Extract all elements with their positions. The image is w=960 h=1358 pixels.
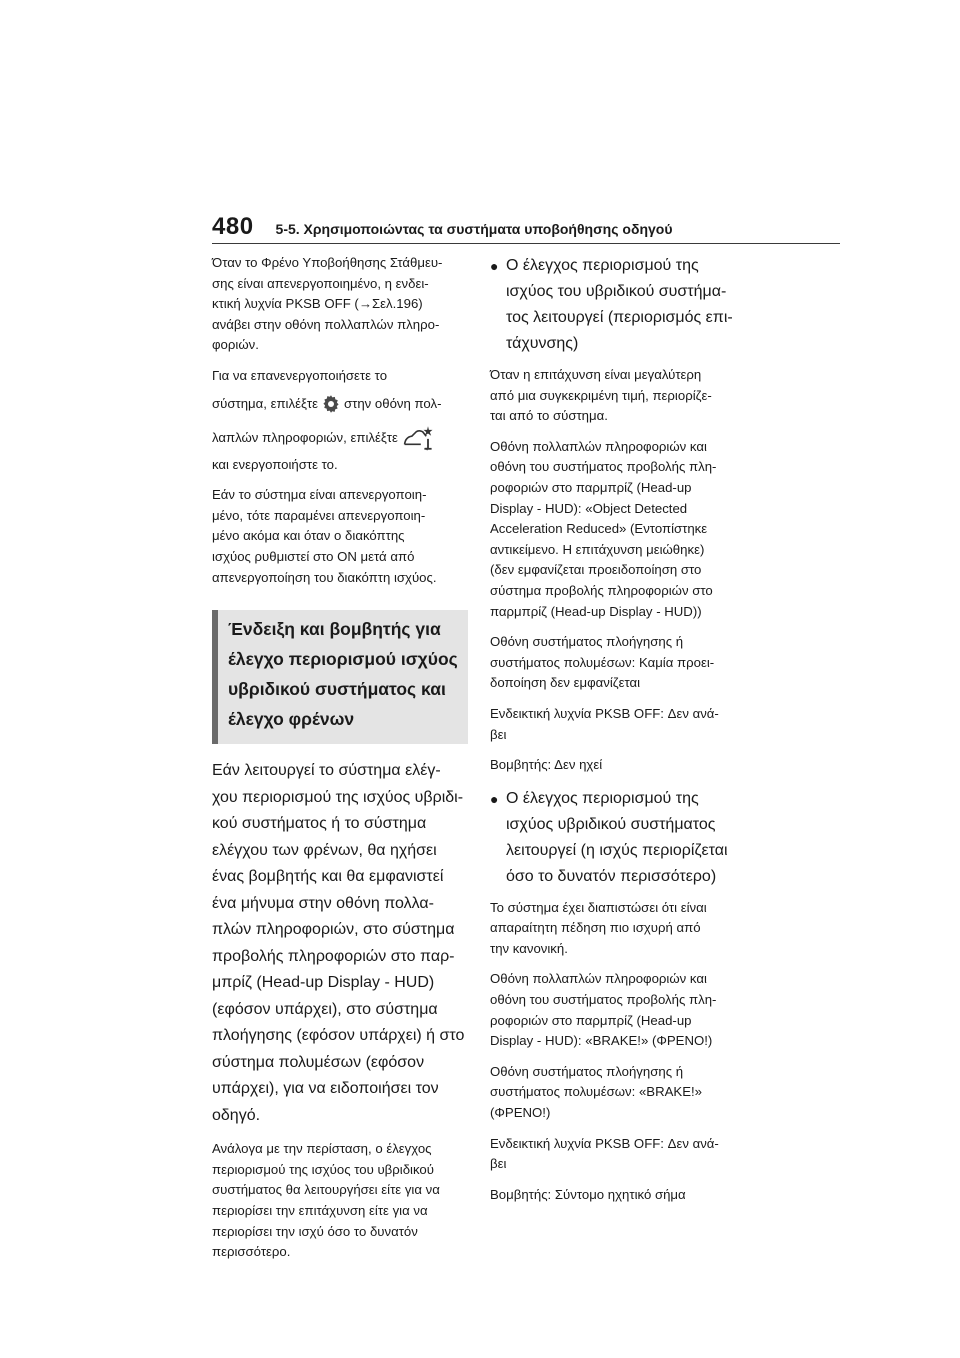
reactivate-text-select: λαπλών πληροφοριών, επιλέξτε: [212, 429, 398, 445]
paragraph-buzzer-message: Εάν λειτουργεί το σύστημα ελέγ- χου περιορισμού της ισχύος υβριδι- κού συστήματος ή το σύστημα ελέγχου των φρένων, θα ηχήσει ένας βομβητής και θα εμφανιστεί ένα μήνυμα στην οθόνη πολλα- πλών πληροφοριών, στο σύστημα προβολής πληροφοριών στο παρ- μπρίζ (Head-up Display - HUD) (εφόσον υπάρχει), στο σύστημα πλοήγησης (εφόσον υπάρχει) ή στο σύστημα πολυμέσων (εφόσον υπάρχει), για να ειδοποιήσει τον οδηγό.: [212, 762, 465, 1124]
bullet-power-limit: [490, 786, 752, 890]
bullet-heading: Ο έλεγχος περιορισμού της ισχύος υβριδικού συστήματος λειτουργεί (η ισχύς περιορίζεται όσο το δυνατόν περισσότερο): [506, 789, 728, 885]
header-rule: [212, 243, 840, 244]
car-sensor-icon: [401, 421, 437, 455]
reactivate-line-3: [212, 421, 468, 455]
paragraph-strong-braking: Το σύστημα έχει διαπιστώσει ότι είναι απαραίτητη πέδηση πιο ισχυρή από την κανονική.: [490, 899, 707, 956]
bullet-dot: ●: [490, 258, 499, 274]
reactivate-line-1: Για να επανενεργοποιήσετε το: [212, 367, 388, 383]
reactivate-text-before: σύστημα, επιλέξτε: [212, 395, 318, 411]
page-header: [212, 213, 672, 241]
paragraph-brake-nav: Οθόνη συστήματος πλοήγησης ή συστήματος πολυμέσων: «BRAKE!» (ΦΡΕΝΟ!): [490, 1063, 702, 1121]
page-number: 480: [212, 213, 254, 240]
paragraph-nav-no-warning: Οθόνη συστήματος πλοήγησης ή συστήματος πολυμέσων: Καμία προει- δοποίηση δεν εμφανίζεται: [490, 634, 715, 691]
section-heading-box: [212, 610, 468, 744]
running-section-title: 5-5. Χρησιμοποιώντας τα συστήματα υποβοήθησης οδηγού: [275, 221, 673, 237]
paragraph-depending: Ανάλογα με την περίσταση, ο έλεγχος περιορισμού της ισχύος του υβριδικού συστήματος θα λειτουργήσει είτε για να περιορίσει την επιτάχυνση είτε για να περιορίσει την ισχύ όσο το δυνατόν περισσότερο.: [212, 1141, 440, 1260]
paragraph-acceleration-over: Όταν η επιτάχυνση είναι μεγαλύτερη από μια συγκεκριμένη τιμή, περιορίζε- ται από το σύστημα.: [490, 367, 712, 424]
bullet-heading: Ο έλεγχος περιορισμού της ισχύος του υβριδικού συστήμα- τος λειτουργεί (περιορισμός επι- τάχυνσης): [506, 257, 733, 352]
reactivate-line-2: [212, 387, 468, 421]
left-column: [212, 253, 468, 1273]
paragraph-pksb-light-1: Ενδεικτική λυχνία PKSB OFF: Δεν ανά- βει: [490, 705, 719, 742]
right-column: [490, 253, 752, 1215]
bullet-dot: ●: [490, 790, 499, 807]
bullet-acceleration-limit: [490, 253, 752, 357]
paragraph-buzzer-1: Βομβητής: Δεν ηχεί: [490, 757, 603, 773]
section-heading: Ένδειξη και βομβητής για έλεγχο περιορισμού ισχύος υβριδικού συστήματος και έλεγχο φρένων: [228, 619, 458, 730]
gear-icon: [321, 387, 341, 421]
paragraph-brake-hud: Οθόνη πολλαπλών πληροφοριών και οθόνη του συστήματος προβολής πλη- ροφοριών στο παρμπρίζ (Head-up Display - HUD): «BRAKE!» (ΦΡΕΝΟ!): [490, 971, 717, 1049]
reactivate-text-after: στην οθόνη πολ-: [343, 395, 442, 411]
paragraph-pksb-light-2: Ενδεικτική λυχνία PKSB OFF: Δεν ανά- βει: [490, 1135, 719, 1172]
paragraph-reactivate: [212, 366, 468, 475]
reactivate-line-4: και ενεργοποιήστε το.: [212, 456, 338, 472]
paragraph-stays-off: Εάν το σύστημα είναι απενεργοποιη- μένο, τότε παραμένει απενεργοποιη- μένο ακόμα και όταν ο διακόπτης ισχύος ρυθμιστεί στο ON μετά από απενεργοποίηση του διακόπτη ισχύος.: [212, 487, 437, 585]
paragraph-pksb-off: Όταν το Φρένο Υποβοήθησης Στάθμευ- σης είναι απενεργοποιημένο, η ενδει- κτική λυχνία PKSB OFF (→Σελ.196) ανάβει στην οθόνη πολλαπλών πληρο- φοριών.: [212, 255, 443, 353]
paragraph-buzzer-2: Βομβητής: Σύντομο ηχητικό σήμα: [490, 1186, 686, 1202]
paragraph-object-detected: Οθόνη πολλαπλών πληροφοριών και οθόνη του συστήματος προβολής πλη- ροφοριών στο παρμπρίζ (Head-up Display - HUD): «Object Detected Acceleration Reduced» (Εντοπίστηκε αντικείμενο. Η επιτάχυνση μειώθηκε) (δεν εμφανίζεται προειδοποίηση στο σύστημα προβολής πληροφοριών στο παρμπρίζ (Head-up Display - HUD)): [490, 438, 717, 619]
